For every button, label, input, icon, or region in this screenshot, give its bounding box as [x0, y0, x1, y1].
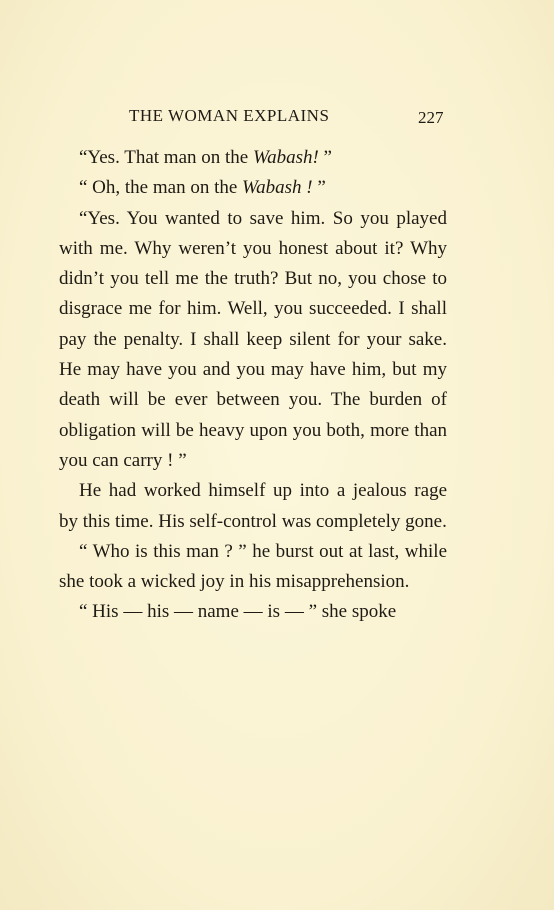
paragraph: “ His — his — name — is — ” she spoke — [79, 601, 397, 623]
paragraph: “ Who is this man ? ” he burst out at last, while she took a wicked joy in his misapprehension. — [59, 540, 447, 593]
paragraph: He had worked himself up into a jealous rage by this time. His self-control was completely gone. — [59, 480, 447, 532]
paragraph: “Yes. You wanted to save him. So you played with me. Why weren’t you honest about it? Why didn’t you tell me the truth? But no, you chose to disgrace me for him. Well, you succeeded. I shall pay the penalty. I shall keep silent for your sake. He may have you and you may have him, but my death will be ever between you. The burden of obligation will be heavy upon you both, more than you can carry ! ” — [59, 207, 447, 471]
page-number: 227 — [418, 108, 444, 127]
chapter-title: THE WOMAN EXPLAINS — [129, 106, 330, 125]
paragraph: “Yes. That man on the Wabash! ” — [79, 147, 332, 168]
body-text — [59, 143, 447, 628]
running-header — [129, 106, 446, 126]
paragraph: “ Oh, the man on the Wabash ! ” — [79, 177, 326, 199]
